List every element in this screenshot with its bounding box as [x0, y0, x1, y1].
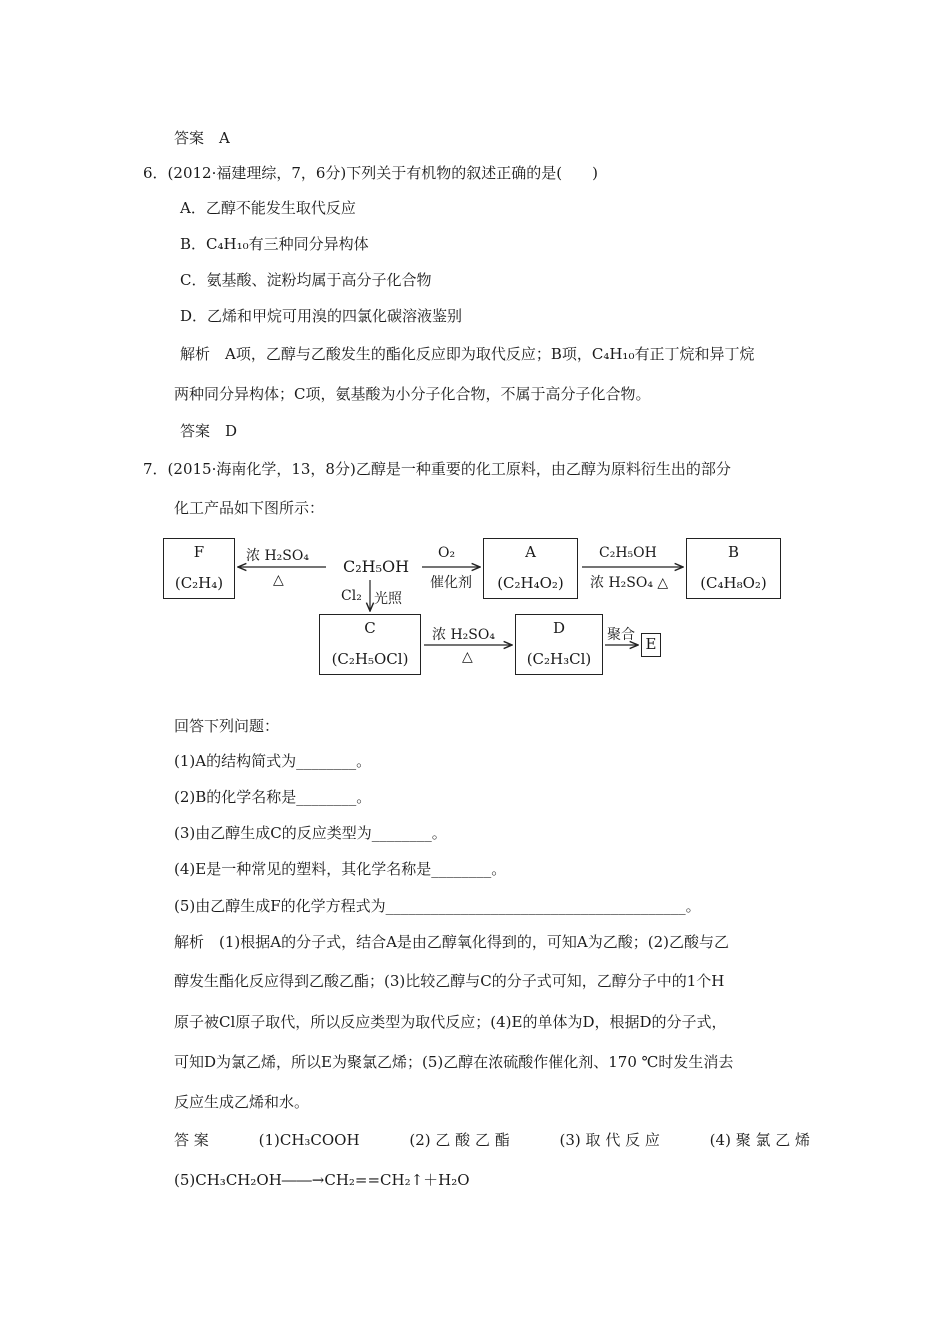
box-f-label: F [193, 543, 205, 561]
q7-prompt: 回答下列问题： [174, 717, 280, 735]
arrow-b-condition-bottom: 浓 H₂SO₄ △ [590, 575, 669, 591]
q6-option-b: B．C₄H₁₀有三种同分异构体 [180, 235, 369, 253]
ethanol-label: C₂H₅OH [343, 557, 410, 576]
box-d-label: D [552, 619, 566, 637]
q7-analysis-line-4: 可知D为氯乙烯，所以E为聚氯乙烯；(5)乙醇在浓硫酸作催化剂、170 ℃时发生消去 [174, 1053, 734, 1071]
q7-stem-line-1: 7．(2015·海南化学，13，8分)乙醇是一种重要的化工原料，由乙醇为原料衍生出的部分 [143, 460, 731, 478]
q6-stem: 6．(2012·福建理综，7，6分)下列关于有机物的叙述正确的是( ) [143, 164, 598, 182]
q7-analysis-line-2: 醇发生酯化反应得到乙酸乙酯；(3)比较乙醇与C的分子式可知，乙醇分子中的1个H [174, 972, 725, 990]
arrow-f-condition-bottom: △ [273, 572, 284, 588]
box-e-label: E [645, 635, 657, 653]
q5-answer: 答案 A [174, 129, 230, 147]
box-c-label: C [364, 619, 376, 637]
q6-analysis-line-2: 两种同分异构体；C项，氨基酸为小分子化合物，不属于高分子化合物。 [174, 385, 651, 403]
q6-answer: 答案 D [180, 422, 238, 440]
q7-analysis-line-5: 反应生成乙烯和水。 [174, 1093, 310, 1111]
q7-stem-line-2: 化工产品如下图所示： [174, 499, 325, 517]
box-a-formula: (C₂H₄O₂) [497, 574, 564, 592]
box-a-label: A [525, 543, 536, 561]
box-d-formula: (C₂H₃Cl) [526, 650, 592, 668]
q6-option-d: D．乙烯和甲烷可用溴的四氯化碳溶液鉴别 [180, 307, 463, 325]
arrow-b-condition-top: C₂H₅OH [599, 545, 657, 561]
arrow-c-condition-right: 光照 [374, 591, 402, 607]
q7-analysis-line-3: 原子被Cl原子取代，所以反应类型为取代反应；(4)E的单体为D，根据D的分子式， [174, 1013, 727, 1031]
q6-analysis-line-1: 解析 A项，乙醇与乙酸发生的酯化反应即为取代反应；B项，C₄H₁₀有正丁烷和异丁烷 [180, 345, 755, 363]
q7-question-5: (5)由乙醇生成F的化学方程式为________________________________________。 [174, 897, 701, 915]
q7-question-2: (2)B的化学名称是________。 [174, 788, 372, 806]
arrow-a-condition-bottom: 催化剂 [430, 575, 472, 591]
q6-option-c: C．氨基酸、淀粉均属于高分子化合物 [180, 271, 432, 289]
box-b-formula: (C₄H₈O₂) [700, 574, 767, 592]
arrow-d-condition-bottom: △ [462, 649, 473, 665]
box-c-formula: (C₂H₅OCl) [331, 650, 409, 668]
arrow-a-condition-top: O₂ [438, 545, 456, 561]
q7-question-4: (4)E是一种常见的塑料，其化学名称是________。 [174, 860, 507, 878]
q7-answer-1: (1)CH₃COOH [258, 1131, 360, 1149]
q7-answer-4: (4) 聚 氯 乙 烯 [709, 1131, 810, 1149]
box-b-label: B [727, 543, 740, 561]
box-f-formula: (C₂H₄) [174, 574, 224, 592]
q7-answer-5: (5)CH₃CH₂OH――→CH₂==CH₂↑＋H₂O [174, 1171, 470, 1189]
q7-answer-label: 答 案 [174, 1131, 209, 1149]
arrow-e-condition-top: 聚合 [607, 627, 635, 643]
q7-answer-3: (3) 取 代 反 应 [559, 1131, 660, 1149]
arrow-c-condition-left: Cl₂ [341, 588, 362, 604]
arrow-d-condition-top: 浓 H₂SO₄ [432, 627, 495, 643]
q7-answer-line-1 [174, 1130, 810, 1150]
q7-question-1: (1)A的结构简式为________。 [174, 752, 372, 770]
q7-answer-2: (2) 乙 酸 乙 酯 [409, 1131, 510, 1149]
q7-analysis-line-1: 解析 (1)根据A的分子式，结合A是由乙醇氧化得到的，可知A为乙酸；(2)乙酸与乙 [174, 933, 729, 951]
q6-option-a: A．乙醇不能发生取代反应 [180, 199, 356, 217]
arrow-f-condition-top: 浓 H₂SO₄ [246, 548, 309, 564]
q7-question-3: (3)由乙醇生成C的反应类型为________。 [174, 824, 447, 842]
